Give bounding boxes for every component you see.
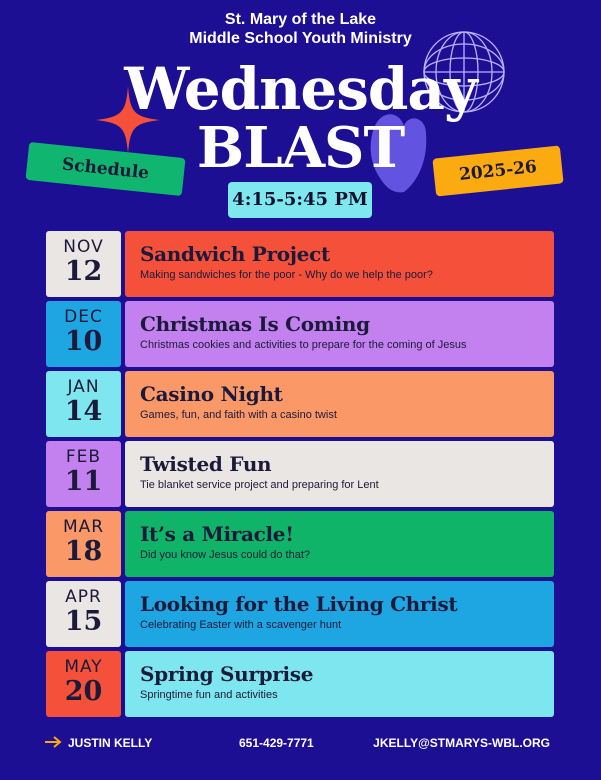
event-row bbox=[46, 371, 554, 437]
event-title: Looking for the Living Christ bbox=[140, 592, 458, 616]
event-row bbox=[46, 231, 554, 297]
title-line-1: Wednesday bbox=[124, 55, 477, 123]
event-day: 10 bbox=[64, 326, 103, 357]
event-row bbox=[46, 511, 554, 577]
event-title: Casino Night bbox=[140, 382, 283, 406]
arrow-right-icon bbox=[44, 735, 62, 749]
event-description: Making sandwiches for the poor - Why do we help the poor? bbox=[140, 269, 433, 281]
event-info bbox=[125, 581, 554, 647]
year-tag: 2025-26 bbox=[432, 145, 563, 196]
event-day: 20 bbox=[64, 676, 103, 707]
org-line-1: St. Mary of the Lake bbox=[224, 11, 377, 28]
event-day: 18 bbox=[64, 536, 103, 567]
event-row bbox=[46, 441, 554, 507]
event-date bbox=[46, 581, 121, 647]
org-line-2: Middle School Youth Ministry bbox=[189, 30, 412, 47]
event-info bbox=[125, 231, 554, 297]
organization-name bbox=[0, 10, 601, 48]
event-row bbox=[46, 651, 554, 717]
event-title: It’s a Miracle! bbox=[140, 522, 294, 546]
event-date bbox=[46, 441, 121, 507]
event-date bbox=[46, 651, 121, 717]
event-month: FEB bbox=[65, 447, 102, 467]
event-info bbox=[125, 371, 554, 437]
event-info bbox=[125, 511, 554, 577]
event-description: Tie blanket service project and preparing for Lent bbox=[140, 479, 379, 491]
event-title: Twisted Fun bbox=[140, 452, 272, 476]
event-month: APR bbox=[65, 587, 102, 607]
contact-email[interactable]: JKELLY@STMARYS-WBL.ORG bbox=[373, 736, 550, 750]
event-day: 15 bbox=[64, 606, 103, 637]
contact-phone: 651-429-7771 bbox=[239, 736, 314, 750]
event-date bbox=[46, 371, 121, 437]
contact-footer bbox=[0, 735, 601, 751]
event-day: 14 bbox=[64, 396, 103, 427]
event-month: DEC bbox=[64, 307, 103, 327]
event-date bbox=[46, 301, 121, 367]
event-month: MAY bbox=[64, 657, 103, 677]
event-date bbox=[46, 511, 121, 577]
time-tag: 4:15-5:45 PM bbox=[228, 182, 372, 218]
event-description: Springtime fun and activities bbox=[140, 689, 278, 701]
event-list bbox=[46, 231, 554, 721]
event-description: Games, fun, and faith with a casino twist bbox=[140, 409, 337, 421]
event-month: JAN bbox=[67, 377, 100, 397]
event-month: MAR bbox=[62, 517, 105, 537]
event-row bbox=[46, 581, 554, 647]
title-line-2: BLAST bbox=[196, 115, 405, 181]
event-info bbox=[125, 651, 554, 717]
event-day: 11 bbox=[64, 466, 103, 497]
event-description: Celebrating Easter with a scavenger hunt bbox=[140, 619, 342, 631]
contact-name: JUSTIN KELLY bbox=[68, 736, 153, 750]
event-info bbox=[125, 441, 554, 507]
event-row bbox=[46, 301, 554, 367]
event-day: 12 bbox=[64, 256, 103, 287]
event-title: Spring Surprise bbox=[140, 662, 314, 686]
event-description: Christmas cookies and activities to prepare for the coming of Jesus bbox=[140, 339, 467, 351]
event-info bbox=[125, 301, 554, 367]
event-description: Did you know Jesus could do that? bbox=[140, 549, 310, 561]
event-month: NOV bbox=[63, 237, 104, 257]
event-title: Christmas Is Coming bbox=[140, 312, 370, 336]
event-date bbox=[46, 231, 121, 297]
event-title: Sandwich Project bbox=[140, 242, 330, 266]
schedule-tag: Schedule bbox=[25, 142, 185, 196]
